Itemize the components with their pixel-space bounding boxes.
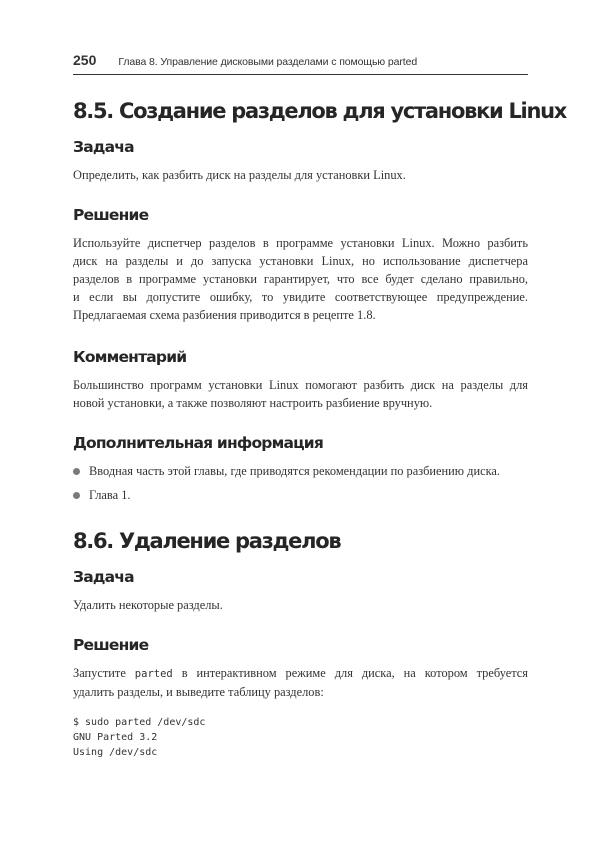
list-item [73,486,528,504]
solution-line: Используйте диспетчер разделов в программе установки Linux. Можно разбить [73,236,528,250]
solution-paragraph [73,234,528,324]
running-head [73,52,528,72]
list-item-text: Вводная часть этой главы, где приводятся рекомендации по разбиению диска. [89,464,501,478]
list-item [73,462,528,480]
solution-line: диск на разделы и до запуска установки Linux, но использование диспетчера [73,254,528,268]
section-title-8-5: 8.5. Создание разделов для установки Linux [73,99,567,123]
solution-line: и если вы допустите ошибку, то увидите соответствующее предупреждение. [73,290,528,304]
comment-paragraph [73,376,528,412]
task-text: Определить, как разбить диск на разделы для установки Linux. [73,168,406,182]
code-line-command: $ sudo parted /dev/sdc [73,717,206,728]
solution-line: разделов в программе установки гарантирует, что все будет сделано правильно, [73,272,528,286]
task-text: Удалить некоторые разделы. [73,598,223,612]
header-rule [73,74,528,75]
solution-text-before: Запустите [73,666,135,680]
comment-heading: Комментарий [73,348,187,366]
bullet-icon [73,468,80,475]
code-line: GNU Parted 3.2 [73,732,158,743]
task-heading: Задача [73,568,134,586]
solution-line: Предлагаемая схема разбиения приводится в рецепте 1.8. [73,308,376,322]
comment-line: Большинство программ установки Linux помогают разбить диск на разделы для [73,378,528,392]
solution-paragraph [73,664,528,701]
solution-heading: Решение [73,636,149,654]
solution-line [73,664,528,683]
solution-line: удалить разделы, и выведите таблицу разделов: [73,685,324,699]
list-item-text: Глава 1. [89,488,131,502]
code-block [73,715,528,760]
chapter-title: Глава 8. Управление дисковыми разделами с помощью parted [118,56,418,68]
page-content [73,96,567,760]
solution-text-after: в интерактивном режиме для диска, на котором требуется [172,666,528,680]
comment-line: новой установки, а также позволяют настроить разбиение вручную. [73,396,433,410]
page-number: 250 [73,52,97,68]
inline-code: parted [134,668,173,680]
info-heading: Дополнительная информация [73,434,324,452]
task-heading: Задача [73,138,134,156]
info-list [73,462,528,504]
solution-heading: Решение [73,206,149,224]
bullet-icon [73,492,80,499]
code-line: Using /dev/sdc [73,747,158,758]
section-title-8-6: 8.6. Удаление разделов [73,529,341,553]
